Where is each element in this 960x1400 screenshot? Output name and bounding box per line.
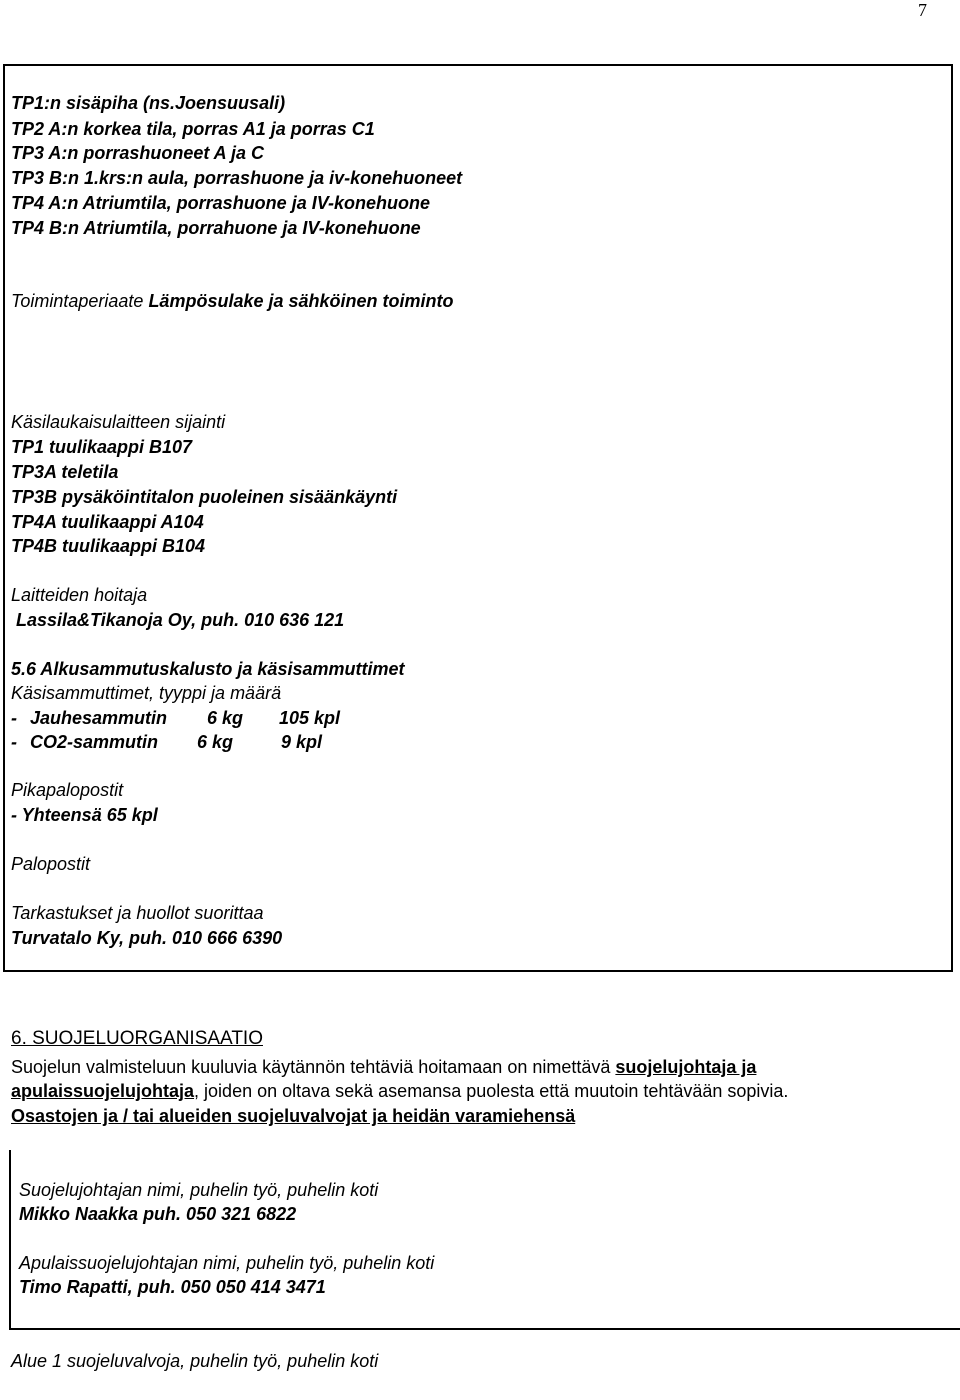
location-item: TP3 B:n 1.krs:n aula, porrashuone ja iv-konehuoneet — [11, 168, 463, 188]
manual-device-item: TP4A tuulikaappi A104 — [11, 512, 204, 532]
operation-principle — [11, 290, 454, 312]
extinguisher-dash: - — [11, 732, 17, 752]
extinguisher-count: 9 kpl — [281, 732, 323, 752]
inspections-value: Turvatalo Ky, puh. 010 666 6390 — [11, 928, 283, 948]
extinguisher-type: Jauhesammutin — [30, 708, 168, 728]
extinguisher-count: 105 kpl — [279, 708, 341, 728]
extinguisher-dash: - — [11, 708, 17, 728]
extinguishers-label: Käsisammuttimet, tyyppi ja määrä — [11, 683, 282, 703]
paragraph-emphasis: apulaissuojelujohtaja — [11, 1081, 195, 1101]
manual-device-item: TP3B pysäköintitalon puoleinen sisäänkäynti — [11, 487, 398, 507]
director-value: Mikko Naakka puh. 050 321 6822 — [19, 1204, 297, 1224]
section-6-heading-text: 6. SUOJELUORGANISAATIO — [11, 1028, 263, 1049]
location-item: TP2 A:n korkea tila, porras A1 ja porras C1 — [11, 119, 375, 139]
section-6-paragraph-line1 — [11, 1056, 756, 1078]
location-item: TP3 A:n porrashuoneet A ja C — [11, 143, 265, 163]
paragraph-text: Suojelun valmisteluun kuuluvia käytännön tehtäviä hoitamaan on nimettävä — [11, 1057, 616, 1077]
manual-device-item: TP3A teletila — [11, 462, 119, 482]
quick-posts-label: Pikapalopostit — [11, 780, 124, 800]
section-6-heading — [11, 1028, 263, 1050]
deputy-value: Timo Rapatti, puh. 050 050 414 3471 — [19, 1277, 326, 1297]
location-item: TP4 A:n Atriumtila, porrashuone ja IV-konehuone — [11, 193, 431, 213]
location-item: TP1:n sisäpiha (ns.Joensuusali) — [11, 93, 286, 113]
area1-label: Alue 1 suojeluvalvoja, puhelin työ, puhelin koti — [11, 1351, 379, 1371]
director-label: Suojelujohtajan nimi, puhelin työ, puhelin koti — [19, 1180, 379, 1200]
inspections-label: Tarkastukset ja huollot suorittaa — [11, 903, 264, 923]
operation-label: Toimintaperiaate — [11, 291, 144, 311]
manual-device-label: Käsilaukaisulaitteen sijainti — [11, 412, 226, 432]
paragraph-emphasis: suojelujohtaja ja — [615, 1057, 757, 1077]
maintainer-label: Laitteiden hoitaja — [11, 585, 148, 605]
manual-device-item: TP4B tuulikaappi B104 — [11, 536, 206, 556]
subheading-text: Osastojen ja / tai alueiden suojeluvalvojat ja heidän varamiehensä — [11, 1106, 576, 1126]
section-6-paragraph-line2 — [11, 1080, 788, 1102]
extinguisher-size: 6 kg — [207, 708, 244, 728]
extinguisher-type: CO2-sammutin — [30, 732, 159, 752]
fire-posts-label: Palopostit — [11, 854, 91, 874]
maintainer-value: Lassila&Tikanoja Oy, puh. 010 636 121 — [16, 610, 345, 630]
page-number: 7 — [918, 0, 927, 20]
location-item: TP4 B:n Atriumtila, porrahuone ja IV-konehuone — [11, 218, 421, 238]
paragraph-text: , joiden on oltava sekä asemansa puolesta että muutoin tehtävään sopivia. — [194, 1081, 789, 1101]
section-6-subheading — [11, 1105, 575, 1127]
manual-device-item: TP1 tuulikaappi B107 — [11, 437, 193, 457]
extinguisher-size: 6 kg — [197, 732, 234, 752]
quick-posts-value: - Yhteensä 65 kpl — [11, 805, 158, 825]
operation-value: Lämpösulake ja sähköinen toiminto — [148, 291, 454, 311]
deputy-label: Apulaissuojelujohtajan nimi, puhelin työ, puhelin koti — [19, 1253, 435, 1273]
organisation-box — [9, 1150, 960, 1330]
section-5-6-heading: 5.6 Alkusammutuskalusto ja käsisammuttimet — [11, 659, 405, 679]
